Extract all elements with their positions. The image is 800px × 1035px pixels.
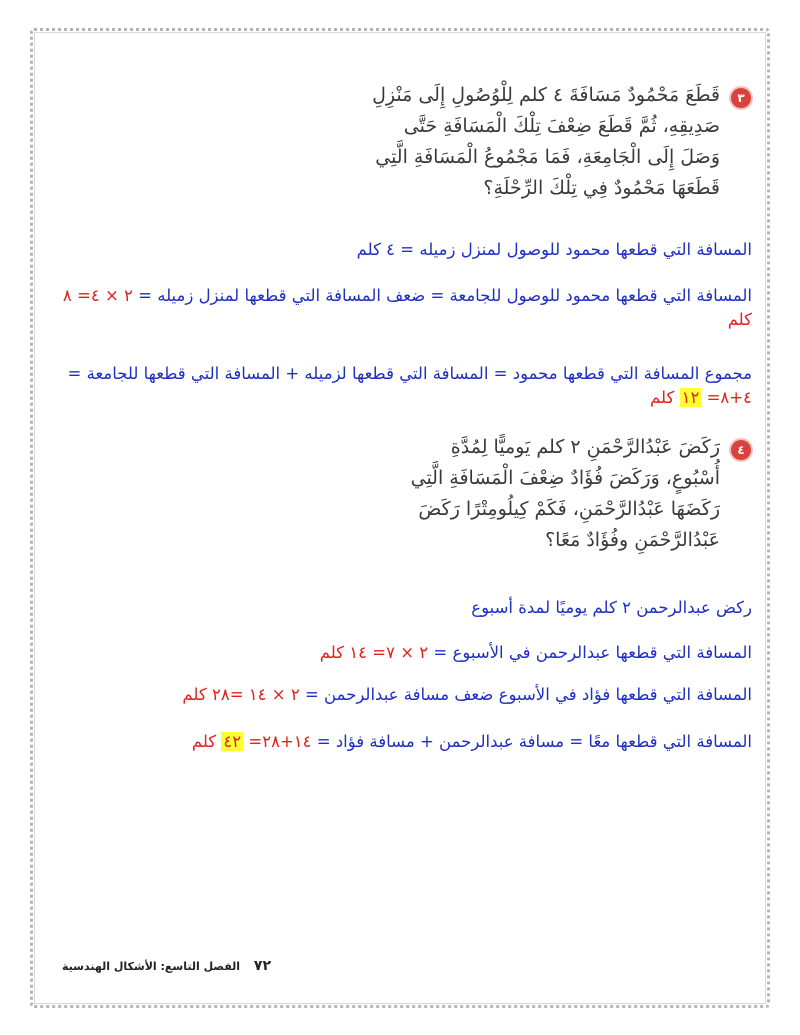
p3-answer-3-unit: كلم	[650, 388, 675, 407]
problem-4-line: أُسْبُوعٍ، وَرَكَضَ فُؤَادٌ ضِعْفَ الْمَسَافَةِ الَّتِي	[410, 467, 720, 489]
page-footer	[62, 958, 271, 974]
p3-answer-1-text: المسافة التي قطعها محمود للوصول لمنزل زميله = ٤ كلم	[356, 240, 752, 259]
problem-3-line: وَصَلَ إِلَى الْجَامِعَةِ، فَمَا مَجْمُوعُ الْمَسَافَةِ الَّتِي	[375, 146, 720, 168]
p4-answer-4-highlight: ٤٢	[223, 732, 242, 751]
p4-answer-3-result: ٢ × ١٤ =٢٨ كلم	[182, 685, 300, 704]
problem-3-number-badge	[731, 88, 751, 108]
problem-4-line: رَكَضَ عَبْدُالرَّحْمَنِ ٢ كلم يَوميًّا لِمُدَّةِ	[450, 436, 720, 458]
p4-answer-2-text: المسافة التي قطعها عبدالرحمن في الأسبوع =	[433, 643, 752, 662]
problem-3-line: قَطَعَ مَحْمُودٌ مَسَافَةَ ٤ كلم لِلْوُصُولِ إِلَى مَنْزِلِ	[372, 84, 720, 106]
p3-answer-3-highlight: ١٢	[681, 388, 700, 407]
problem-4-text	[300, 432, 720, 556]
problem-3-number: ٣	[737, 91, 745, 105]
problem-4-line: عَبْدُالرَّحْمَنِ وفُؤَادٌ مَعًا؟	[545, 529, 720, 551]
problem-4-number: ٤	[737, 443, 745, 457]
p4-answer-4-text: المسافة التي قطعها معًا = مسافة عبدالرحمن + مسافة فؤاد =	[316, 732, 752, 751]
p4-answer-4-calc: ١٤+٢٨=	[248, 732, 312, 751]
p4-answer-4-unit: كلم	[191, 732, 217, 751]
p3-answer-line-2	[42, 284, 752, 332]
p4-answer-2-result: ٢ × ٧= ١٤ كلم	[319, 643, 429, 662]
p4-answer-line-4	[42, 730, 752, 754]
problem-3-line: قَطَعَهَا مَحْمُودٌ فِي تِلْكَ الرِّحْلَةِ؟	[483, 177, 720, 199]
p3-answer-line-1	[52, 238, 752, 262]
p4-answer-3-text: المسافة التي قطعها فؤاد في الأسبوع ضعف مسافة عبدالرحمن =	[304, 685, 752, 704]
p4-answer-line-1	[52, 596, 752, 620]
p3-answer-2-result: ٢ × ٤= ٨ كلم	[62, 286, 752, 329]
problem-3-line: صَدِيقِهِ، ثُمَّ قَطَعَ ضِعْفَ تِلْكَ الْمَسَافَةِ حَتَّى	[403, 115, 720, 137]
p4-answer-line-3	[42, 683, 752, 707]
problem-4-number-badge	[731, 440, 751, 460]
problem-4-line: رَكَضَهَا عَبْدُالرَّحْمَنِ، فَكَمْ كِيلُومِتْرًا رَكَضَ	[418, 498, 720, 520]
problem-3-text	[300, 80, 720, 204]
p3-answer-line-3	[42, 362, 752, 410]
page-number: ٧٢	[253, 958, 271, 974]
p3-answer-3-text: مجموع المسافة التي قطعها محمود = المسافة التي قطعها لزميله + المسافة التي قطعها للجامعة =	[67, 364, 752, 383]
p4-answer-1-text: ركض عبدالرحمن ٢ كلم يوميًا لمدة أسبوع	[471, 598, 752, 617]
p3-answer-3-calc: ٤+٨=	[706, 388, 752, 407]
chapter-title: الفصل التاسع: الأشكال الهندسية	[62, 960, 241, 973]
p3-answer-2-text: المسافة التي قطعها محمود للوصول للجامعة = ضعف المسافة التي قطعها لمنزل زميله =	[138, 286, 752, 305]
p4-answer-line-2	[52, 641, 752, 665]
